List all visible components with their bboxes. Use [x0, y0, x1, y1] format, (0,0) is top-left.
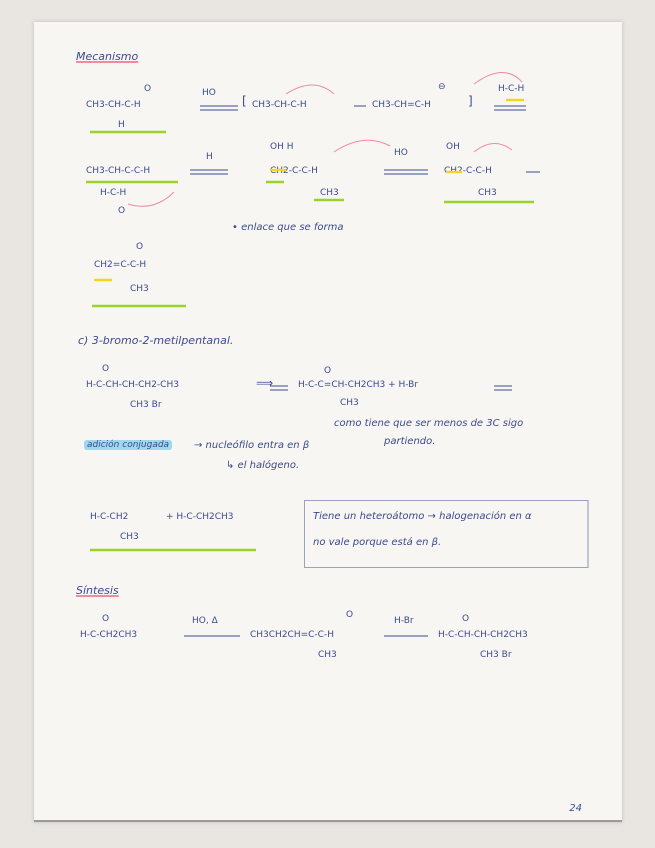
retro-formula: H-C-C=CH-CH2CH3 + H-Br [298, 380, 419, 390]
part-c-reactant: H-C-CH-CH-CH2-CH3 [86, 380, 179, 390]
conjugate-addition-highlight: adición conjugada [84, 440, 172, 450]
box-line-2: no vale porque está en β. [313, 537, 442, 548]
product-sub: CH3 [130, 284, 149, 294]
synthesis-intermediate-sub: CH3 [318, 650, 337, 660]
row2-right-formula: CH2-C-C-H [444, 166, 492, 176]
row2-mid-formula: CH2-C-C-H [270, 166, 318, 176]
synthesis-reagent-2: H-Br [394, 616, 414, 626]
row2-mid-top: OH H [270, 142, 294, 152]
reactant-h: H [118, 120, 125, 130]
bond-forms-note: • enlace que se forma [232, 222, 344, 233]
aldehyde-2: + H-C-CH2CH3 [166, 512, 234, 522]
mechanism-header: Mecanismo [76, 50, 139, 63]
bracket-right: ] [468, 94, 473, 108]
decorative-marks [34, 22, 622, 822]
notebook-page [34, 22, 622, 822]
synthesis-start-o: O [102, 614, 110, 624]
note-line-2: partiendo. [384, 436, 436, 447]
row2-right-sub: CH3 [478, 188, 497, 198]
row2-right-top: OH [446, 142, 460, 152]
row2-sub-o: O [118, 206, 126, 216]
synthesis-product: H-C-CH-CH-CH2CH3 [438, 630, 528, 640]
page-number: 24 [569, 803, 582, 814]
synthesis-product-subs: CH3 Br [480, 650, 512, 660]
row2-sub-formula: H-C-H [100, 188, 127, 198]
synthesis-reagent-1: HO, Δ [192, 616, 218, 626]
nucleophile-note: → nucleófilo entra en β [194, 440, 310, 451]
bracket-left: [ [242, 94, 247, 108]
product-carbonyl-o: O [136, 242, 144, 252]
row2-reagent-h: H [206, 152, 213, 162]
side-product: H-C-H [498, 84, 525, 94]
aldehyde-1-sub: CH3 [120, 532, 139, 542]
synthesis-product-o: O [462, 614, 470, 624]
reactant-carbonyl-o: O [144, 84, 152, 94]
halogen-note: ↳ el halógeno. [226, 460, 300, 471]
reactant-formula: CH3-CH-C-H [86, 100, 141, 110]
retro-o: O [324, 366, 332, 376]
synthesis-intermediate: CH3CH2CH=C-C-H [250, 630, 334, 640]
row2-reagent-ho: HO [394, 148, 408, 158]
charge-symbol: ⊖ [438, 82, 446, 92]
page-bottom-rule [34, 820, 622, 822]
part-c-label: c) 3-bromo-2-metilpentanal. [78, 334, 234, 347]
synthesis-start: H-C-CH2CH3 [80, 630, 138, 640]
row2-mid-sub: CH3 [320, 188, 339, 198]
box-line-1: Tiene un heteroátomo → halogenación en α [313, 511, 532, 522]
resonance-form-1: CH3-CH-C-H [252, 100, 307, 110]
part-c-reactant-subs: CH3 Br [130, 400, 162, 410]
retro-sub: CH3 [340, 398, 359, 408]
aldehyde-1: H-C-CH2 [90, 512, 129, 522]
note-line-1: como tiene que ser menos de 3C sigo [334, 418, 524, 429]
product-formula: CH2=C-C-H [94, 260, 147, 270]
resonance-form-2: CH3-CH=C-H [372, 100, 431, 110]
synthesis-header: Síntesis [76, 584, 119, 597]
reagent-ho: HO [202, 88, 216, 98]
part-c-reactant-o: O [102, 364, 110, 374]
row2-left-formula: CH3-CH-C-C-H [86, 166, 151, 176]
synthesis-intermediate-o: O [346, 610, 354, 620]
retro-arrow: ⟹ [256, 376, 274, 390]
